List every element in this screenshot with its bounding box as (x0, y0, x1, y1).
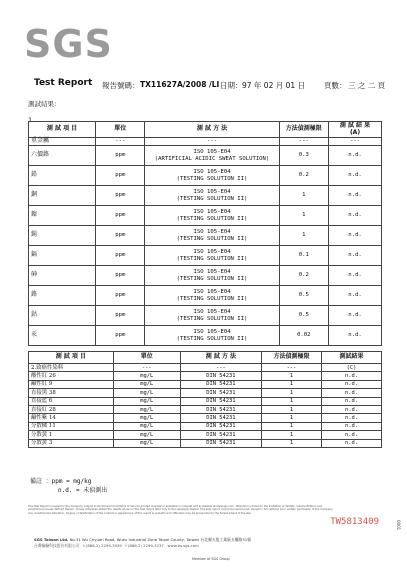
row-method-line2: (TESTING SOLUTION II) (176, 295, 248, 302)
report-title: Test Report (34, 78, 93, 88)
row-mdl: 1 (261, 405, 321, 413)
row-method-line2: (ARTIFICIAL ACIDIC SWEAT SOLUTION) (154, 155, 270, 162)
header-item: 測 試 項 目 (29, 122, 96, 138)
heavy-metals-table (28, 121, 382, 346)
row-result: n.d. (321, 380, 381, 388)
footer (34, 537, 374, 549)
disclaimer-text: This Test Report is issued by the Company subject to its General Conditions of Service printed overleaf or available on request and accessible at www.sgs.com. Attention is drawn to the limitation of liability, indemnification and jurisdictional issues defined therein. Unless otherwise stated the results shown in this test report refer only to the sample(s) tested. This test report cannot be reproduced, except in full, without prior written permission of the Company. Any unauthorized alteration, forgery or falsification of the content or appearance of this report is unlawful and offenders may be prosecuted to the fullest extent of the law. (28, 505, 334, 515)
row-result: n.d. (329, 246, 382, 266)
header-result: 測試結果 (321, 352, 381, 364)
group-result: --- (329, 138, 382, 146)
group-mdl: --- (261, 364, 321, 372)
row-item: 鉛 (29, 166, 96, 186)
row-mdl: 1 (261, 431, 321, 439)
row-mdl: 1 (261, 372, 321, 380)
table-row (29, 422, 382, 430)
company-zh: 台灣檢驗科技股份有限公司 (34, 543, 80, 548)
header-method: 測 試 方 法 (145, 122, 279, 138)
row-result: n.d. (329, 186, 382, 206)
footer-line-2 (34, 543, 374, 549)
row-method: DIN 54231 (180, 439, 261, 447)
phone: t (886-2) 2299-3939 (83, 543, 122, 548)
row-item: 酸性紅 26 (29, 372, 114, 380)
row-result: n.d. (321, 439, 381, 447)
row-unit: mg/L (113, 439, 180, 447)
report-header (34, 80, 399, 94)
row-method-line2: (TESTING SOLUTION II) (176, 235, 248, 242)
table-row (29, 405, 382, 413)
row-method: DIN 54231 (180, 405, 261, 413)
row-method-line2: (TESTING SOLUTION II) (176, 275, 248, 282)
header-mdl: 方法偵測極限 (261, 352, 321, 364)
row-method: DIN 54231 (180, 414, 261, 422)
row-method-line1: ISO 105-E04 (193, 229, 231, 236)
serial-number: TW5813409 (330, 517, 379, 527)
table-row (29, 286, 382, 306)
row-result: n.d. (329, 226, 382, 246)
row-result: n.d. (329, 266, 382, 286)
row-item: 直接黑 38 (29, 389, 114, 397)
row-item: 直接紅 28 (29, 405, 114, 413)
row-unit: mg/L (113, 414, 180, 422)
row-unit: ppm (96, 146, 145, 166)
row-unit: mg/L (113, 380, 180, 388)
row-result: n.d. (321, 372, 381, 380)
website: www.tw.sgs.com (167, 543, 199, 548)
row-item: 分散黃 3 (29, 439, 114, 447)
table-row (29, 372, 382, 380)
row-method: DIN 54231 (180, 422, 261, 430)
header-item: 測 試 項 目 (29, 352, 114, 364)
row-method: DIN 54231 (180, 397, 261, 405)
row-result: n.d. (329, 166, 382, 186)
table-row (29, 397, 382, 405)
table-row (29, 306, 382, 326)
group-method: --- (145, 138, 279, 146)
notes-nd: n.d. = 未偵測出 (58, 487, 108, 494)
row-mdl: 1 (279, 186, 328, 206)
date-label: 日期： (220, 81, 243, 90)
row-unit: ppm (96, 186, 145, 206)
header-unit: 單位 (96, 122, 145, 138)
table-row (29, 326, 382, 346)
row-item: 錫 (29, 226, 96, 246)
row-item: 鹼性紅 9 (29, 380, 114, 388)
row-method-line2: (TESTING SOLUTION II) (176, 195, 248, 202)
notes-label: 備註 ： (30, 478, 52, 485)
row-result: n.d. (329, 306, 382, 326)
row-result: n.d. (329, 286, 382, 306)
row-unit: ppm (96, 226, 145, 246)
header-mdl: 方法偵測極限 (279, 122, 328, 138)
header-result-text: 測 試 結 果 (339, 121, 371, 129)
row-mdl: 0.02 (279, 326, 328, 346)
row-item: 鉻 (29, 286, 96, 306)
row-mdl: 1 (261, 397, 321, 405)
row-unit: ppm (96, 166, 145, 186)
row-method-line1: ISO 105-E04 (193, 149, 231, 156)
row-result: n.d. (321, 405, 381, 413)
table-row (29, 166, 382, 186)
group-result: (C) (321, 364, 381, 372)
row-method-line1: ISO 105-E04 (193, 169, 231, 176)
row-mdl: 1 (261, 439, 321, 447)
row-method (145, 146, 279, 166)
row-result: n.d. (321, 414, 381, 422)
table-row (29, 414, 382, 422)
group-row (29, 364, 382, 372)
row-item: 鎘 (29, 246, 96, 266)
row-result: n.d. (321, 431, 381, 439)
page-count: 三 之 二 頁 (348, 81, 386, 90)
row-method (145, 326, 279, 346)
address-en: No.31 Wu Chyuan Road, Wuku Industrial Zone Taipei County, Taiwan (69, 537, 200, 542)
row-method-line2: (TESTING SOLUTION II) (176, 315, 248, 322)
row-result: n.d. (329, 326, 382, 346)
row-mdl: 1 (261, 380, 321, 388)
row-unit: mg/L (113, 405, 180, 413)
row-result: n.d. (321, 422, 381, 430)
company-en: SGS Taiwan Ltd. (34, 537, 69, 542)
row-mdl: 0.2 (279, 266, 328, 286)
row-method-line1: ISO 105-E04 (193, 329, 231, 336)
row-method-line2: (TESTING SOLUTION II) (176, 215, 248, 222)
row-unit: ppm (96, 306, 145, 326)
table-row (29, 389, 382, 397)
table-row (29, 266, 382, 286)
row-method-line2: (TESTING SOLUTION II) (176, 335, 248, 342)
row-result: n.d. (321, 389, 381, 397)
row-unit: ppm (96, 206, 145, 226)
notes-line1 (30, 476, 91, 485)
row-result: n.d. (329, 206, 382, 226)
group-unit: --- (96, 138, 145, 146)
row-method-line1: ISO 105-E04 (193, 289, 231, 296)
row-method-line1: ISO 105-E04 (193, 189, 231, 196)
table-row (29, 431, 382, 439)
table-row (29, 206, 382, 226)
group-mdl: --- (279, 138, 328, 146)
row-mdl: 0.5 (279, 306, 328, 326)
table-row (29, 186, 382, 206)
row-unit: mg/L (113, 431, 180, 439)
table-row (29, 226, 382, 246)
row-unit: mg/L (113, 372, 180, 380)
row-item: 分散黃 1 (29, 431, 114, 439)
row-unit: mg/L (113, 422, 180, 430)
row-method-line2: (TESTING SOLUTION II) (176, 175, 248, 182)
table-header-row (29, 122, 382, 138)
group-unit: --- (113, 364, 180, 372)
results-label: 測試結果： (28, 100, 61, 108)
group-row (29, 138, 382, 146)
row-item: 砷 (29, 266, 96, 286)
row-item: 鹼性紫 14 (29, 414, 114, 422)
fax: f (886-2) 2299-3237 (125, 543, 164, 548)
header-result-code: (A) (349, 128, 361, 136)
row-mdl: 0.3 (279, 146, 328, 166)
dyes-table (28, 351, 382, 448)
row-method-line2: (TESTING SOLUTION II) (176, 255, 248, 262)
header-result (329, 122, 382, 138)
page-label: 頁數： (324, 81, 347, 90)
row-method: DIN 54231 (180, 389, 261, 397)
row-mdl: 1 (279, 206, 328, 226)
report-no-label: 報告號碼： (102, 81, 140, 90)
row-item: 直接藍 6 (29, 397, 114, 405)
row-mdl: 1 (279, 226, 328, 246)
row-method (145, 166, 279, 186)
header-method: 測 試 方 法 (180, 352, 261, 364)
row-result: n.d. (329, 146, 382, 166)
table-row (29, 439, 382, 447)
member-of-group: Member of SGS Group (192, 557, 230, 561)
row-mdl: 0.5 (279, 286, 328, 306)
row-item: 鈷 (29, 306, 96, 326)
row-item: 銅 (29, 186, 96, 206)
row-mdl: 0.1 (279, 246, 328, 266)
notes-ppm: ppm = mg/kg (51, 478, 92, 485)
address-zh: 台北縣五股工業區五權路31號 (200, 537, 251, 542)
table-row (29, 146, 382, 166)
group-item: 2.致癌性染料 (29, 364, 114, 372)
header-unit: 單位 (113, 352, 180, 364)
row-method (145, 286, 279, 306)
row-unit: mg/L (113, 397, 180, 405)
side-code: 0001 (396, 520, 401, 531)
row-mdl: 1 (261, 422, 321, 430)
table-row (29, 380, 382, 388)
row-unit: ppm (96, 326, 145, 346)
row-method-line1: ISO 105-E04 (193, 209, 231, 216)
row-method (145, 266, 279, 286)
report-no: TX11627A/2008 /LI (140, 80, 220, 89)
row-unit: ppm (96, 266, 145, 286)
row-method: DIN 54231 (180, 372, 261, 380)
row-method-line1: ISO 105-E04 (193, 249, 231, 256)
row-item: 汞 (29, 326, 96, 346)
table-row (29, 246, 382, 266)
section-number: 1. (28, 116, 35, 124)
row-unit: ppm (96, 286, 145, 306)
row-method (145, 226, 279, 246)
row-item: 分散橘 11 (29, 422, 114, 430)
row-method: DIN 54231 (180, 431, 261, 439)
row-method-line1: ISO 105-E04 (193, 309, 231, 316)
row-item: 六價鉻 (29, 146, 96, 166)
report-date: 97 年 02 月 01 日 (242, 81, 306, 90)
table-header-row (29, 352, 382, 364)
row-mdl: 1 (261, 389, 321, 397)
row-item: 鎳 (29, 206, 96, 226)
row-unit: mg/L (113, 389, 180, 397)
row-method-line1: ISO 105-E04 (193, 269, 231, 276)
row-unit: ppm (96, 246, 145, 266)
sgs-logo: SGS (24, 22, 113, 66)
row-method: DIN 54231 (180, 380, 261, 388)
row-method (145, 246, 279, 266)
row-mdl: 0.2 (279, 166, 328, 186)
row-method (145, 206, 279, 226)
row-result: n.d. (321, 397, 381, 405)
row-mdl: 1 (261, 414, 321, 422)
row-method (145, 186, 279, 206)
group-item: 重金屬 (29, 138, 96, 146)
row-method (145, 306, 279, 326)
group-method: --- (180, 364, 261, 372)
